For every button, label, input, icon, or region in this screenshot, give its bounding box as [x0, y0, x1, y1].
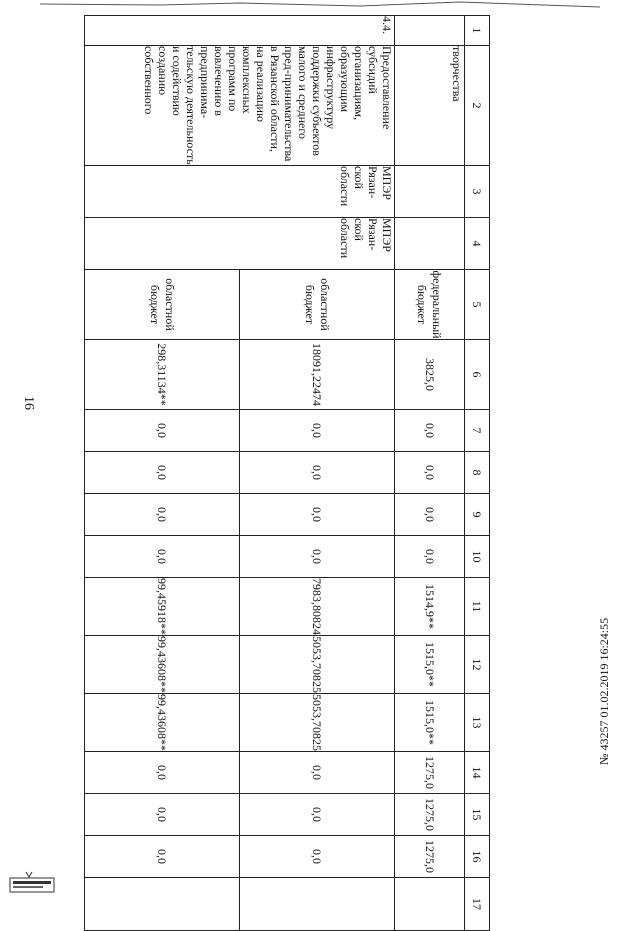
value-cell: 0,0	[85, 452, 240, 494]
value-cell: 1515,0**	[395, 636, 465, 694]
col-header: 7	[465, 410, 490, 452]
value-cell	[85, 878, 240, 931]
col-header: 6	[465, 340, 490, 410]
value-cell: 0,0	[85, 536, 240, 578]
col-header: 15	[465, 794, 490, 836]
continuation-text: творчества	[395, 46, 465, 166]
value-cell: 0,0	[240, 452, 395, 494]
budget-source: федеральный бюджет	[395, 270, 465, 340]
col-header: 10	[465, 536, 490, 578]
value-cell	[240, 878, 395, 931]
value-cell: 0,0	[85, 410, 240, 452]
rotated-table-wrapper	[85, 15, 490, 920]
value-cell: 0,0	[240, 752, 395, 794]
col-header: 3	[465, 166, 490, 218]
value-cell: 0,0	[395, 452, 465, 494]
value-cell: 1514,9**	[395, 578, 465, 636]
col-header: 16	[465, 836, 490, 878]
budget-source: областной бюджет	[240, 270, 395, 340]
value-cell: 0,0	[85, 752, 240, 794]
budget-source: областной бюджет	[85, 270, 240, 340]
value-cell: 0,0	[240, 794, 395, 836]
col-header: 5	[465, 270, 490, 340]
value-cell: 99,45918**	[85, 578, 240, 636]
document-logo-icon	[8, 870, 56, 898]
col-header: 17	[465, 878, 490, 931]
value-cell: 1275,0	[395, 836, 465, 878]
value-cell: 1275,0	[395, 752, 465, 794]
value-cell: 18091,22474	[240, 340, 395, 410]
value-cell: 0,0	[240, 836, 395, 878]
responsible-executor: МПЭР Рязан-ской области	[85, 166, 395, 218]
column-number-row	[465, 16, 490, 931]
item-description: Предоставление субсидий организациям, образующим инфраструктуру поддержки субъектов малого и среднего пред-принимательства в Рязанской области, на реализацию комплексных программ по вовлечению в предпринима-тельскую деятельность и содействию созданию собственного	[85, 46, 395, 166]
page-number: 16	[21, 396, 36, 410]
col-header: 2	[465, 46, 490, 166]
value-cell: 0,0	[395, 536, 465, 578]
scan-edge-noise	[40, 0, 600, 10]
col-header: 12	[465, 636, 490, 694]
value-cell: 5053,70825	[240, 636, 395, 694]
col-header: 9	[465, 494, 490, 536]
col-header: 11	[465, 578, 490, 636]
value-cell: 298,31134**	[85, 340, 240, 410]
col-header: 14	[465, 752, 490, 794]
value-cell: 0,0	[240, 494, 395, 536]
continuation-row	[395, 16, 465, 931]
value-cell: 0,0	[85, 794, 240, 836]
value-cell: 0,0	[85, 494, 240, 536]
value-cell: 1275,0	[395, 794, 465, 836]
col-header: 13	[465, 694, 490, 752]
col-header: 1	[465, 16, 490, 46]
col-header: 8	[465, 452, 490, 494]
col-header: 4	[465, 218, 490, 270]
value-cell: 0,0	[85, 836, 240, 878]
registration-stamp: № 43257 01.02.2019 16:24:55	[597, 617, 611, 765]
value-cell: 1515,0**	[395, 694, 465, 752]
value-cell: 0,0	[240, 536, 395, 578]
value-cell: 0,0	[395, 410, 465, 452]
value-cell	[395, 878, 465, 931]
co-executor: МПЭР Рязан-ской области	[85, 218, 395, 270]
item-row-regional-1	[240, 16, 395, 931]
value-cell: 5053,70825	[240, 694, 395, 752]
value-cell: 3825,0	[395, 340, 465, 410]
budget-table	[84, 15, 490, 931]
value-cell: 0,0	[395, 494, 465, 536]
item-number: 4.4.	[85, 16, 395, 46]
value-cell: 99,43608**	[85, 694, 240, 752]
value-cell: 99,43608**	[85, 636, 240, 694]
value-cell: 0,0	[240, 410, 395, 452]
value-cell: 7983,80824	[240, 578, 395, 636]
